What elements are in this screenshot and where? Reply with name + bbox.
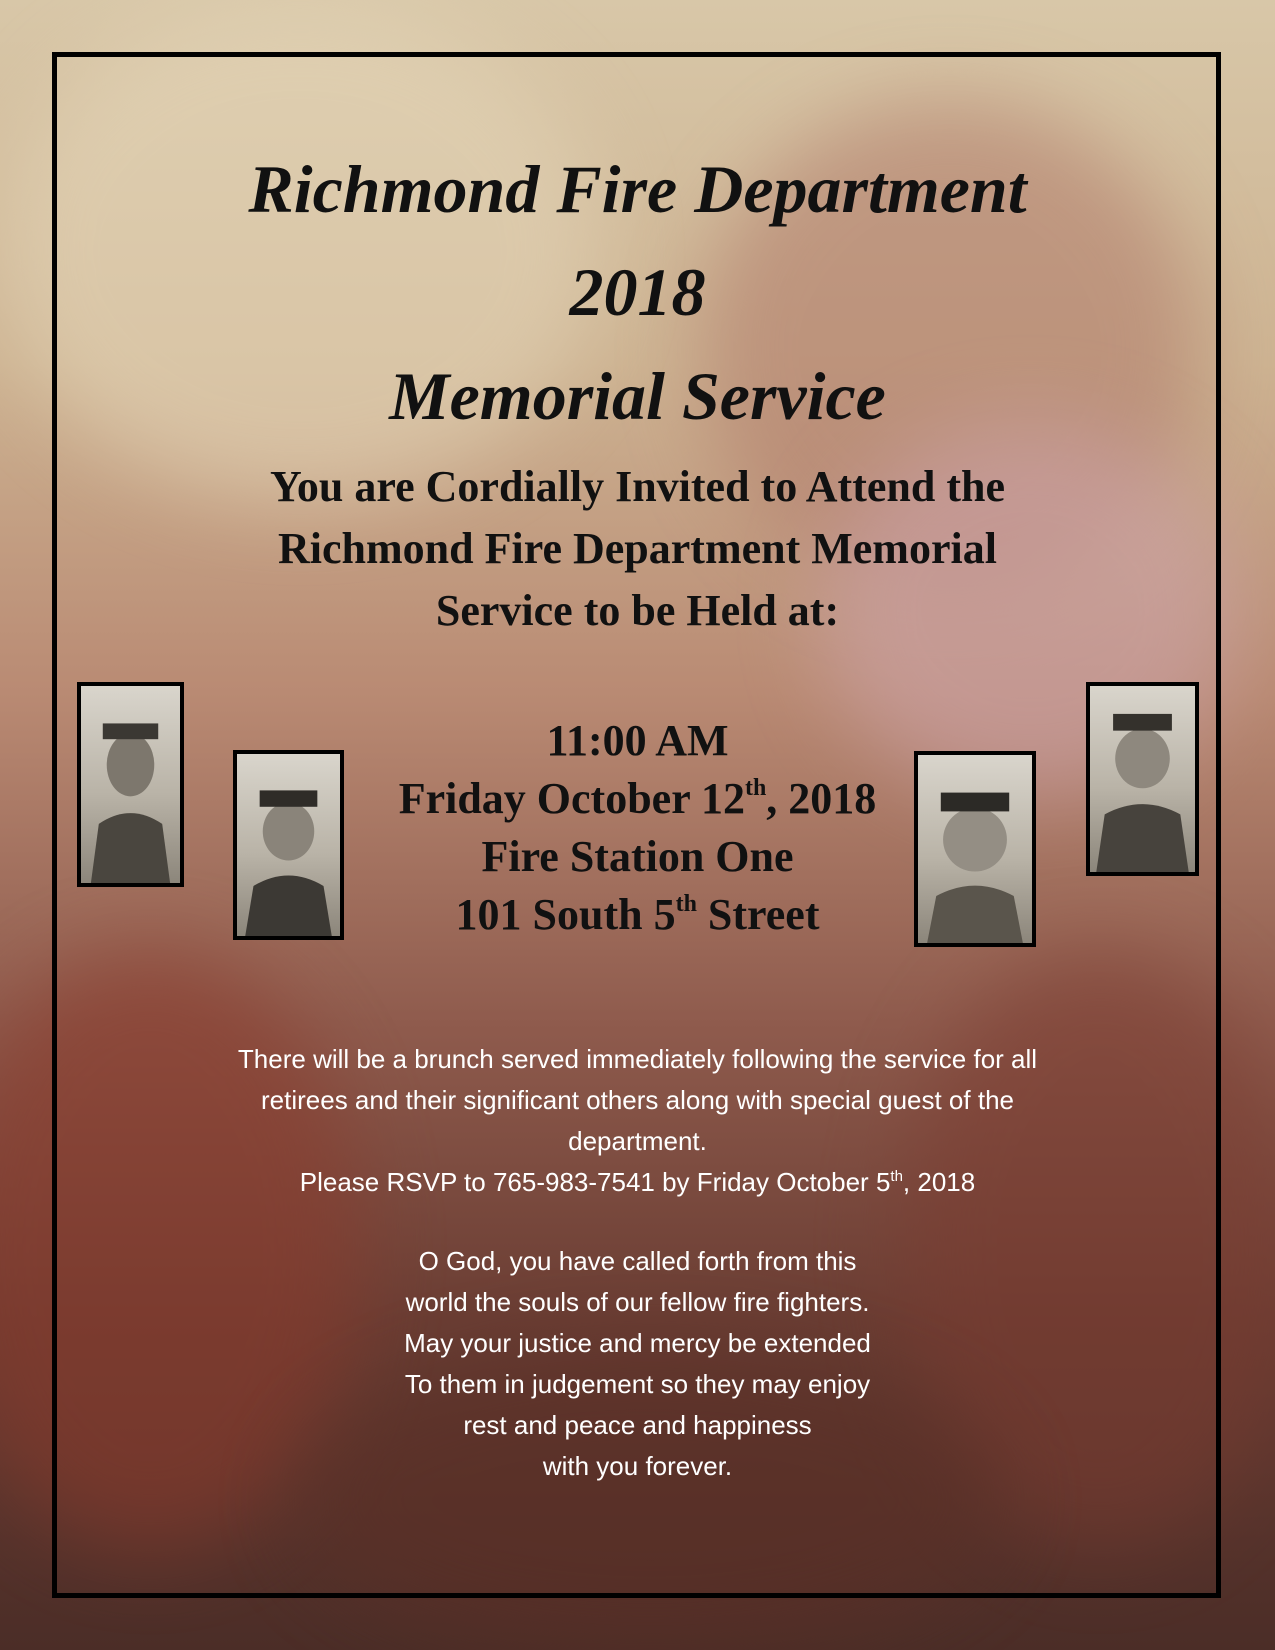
- event-date: Friday October 12th, 2018: [398, 774, 877, 823]
- firefighter-portrait-1: [77, 682, 184, 887]
- prayer-line: May your justice and mercy be extended: [404, 1328, 871, 1358]
- brunch-notice: [0, 1039, 1275, 1203]
- event-time: 11:00 AM: [546, 716, 729, 765]
- brunch-line-1: There will be a brunch served immediately following the service for all: [237, 1044, 1038, 1074]
- prayer-line: with you forever.: [542, 1451, 733, 1481]
- title-line-3: Memorial Service: [389, 358, 886, 434]
- event-location: Fire Station One: [481, 832, 794, 881]
- firefighter-portrait-2: [233, 750, 344, 940]
- firefighter-portrait-3: [914, 751, 1036, 947]
- rsvp-line: Please RSVP to 765-983-7541 by Friday October 5th, 2018: [299, 1167, 976, 1197]
- event-details: [0, 712, 1275, 944]
- brunch-line-2: retirees and their significant others along with special guest of the: [261, 1085, 1014, 1115]
- invitation: [0, 456, 1275, 642]
- prayer-line: world the souls of our fellow fire fighters.: [405, 1287, 870, 1317]
- prayer-line: O God, you have called forth from this: [418, 1246, 857, 1276]
- title-line-1: Richmond Fire Department: [248, 151, 1027, 227]
- invitation-line-2: Richmond Fire Department Memorial: [278, 524, 997, 573]
- prayer-line: To them in judgement so they may enjoy: [404, 1369, 871, 1399]
- invitation-line-3: Service to be Held at:: [435, 586, 840, 635]
- firefighter-portrait-4: [1086, 682, 1199, 876]
- title-year: 2018: [569, 254, 706, 330]
- prayer-line: rest and peace and happiness: [463, 1410, 812, 1440]
- event-address: 101 South 5th Street: [455, 890, 820, 939]
- prayer: [0, 1241, 1275, 1487]
- brunch-line-3: department.: [568, 1126, 707, 1156]
- invitation-line-1: You are Cordially Invited to Attend the: [270, 462, 1005, 511]
